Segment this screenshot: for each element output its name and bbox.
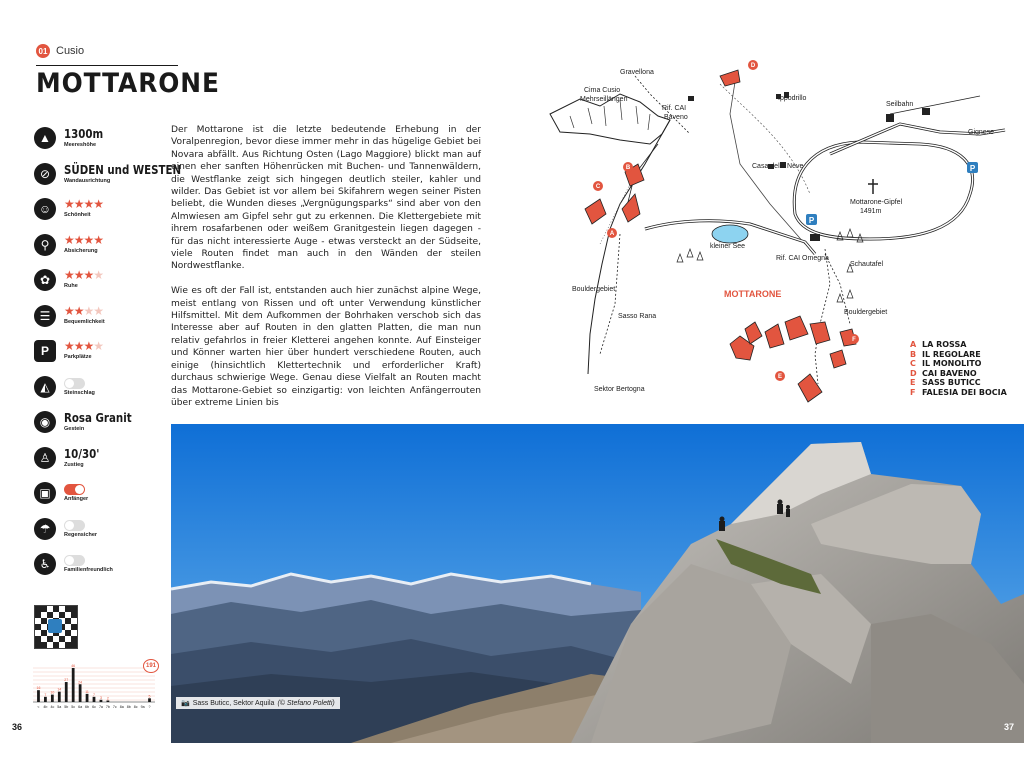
marker-a: A xyxy=(609,231,615,237)
histogram-value-label: 7 xyxy=(93,692,95,697)
histogram-bar xyxy=(79,684,82,702)
beginner-row xyxy=(34,481,164,517)
protection-stars: ★★★★ xyxy=(64,232,104,247)
histogram-category-label: 6b xyxy=(85,705,90,709)
histogram-category-label: 7a xyxy=(98,705,103,709)
map-label-rif-cai-omegna: Rif. CAI Omegna xyxy=(776,255,829,262)
map-label-casa-della-neve: Casa della Neve xyxy=(752,163,804,170)
map-label-baveno: Baveno xyxy=(664,114,688,121)
histogram-value-label: 5 xyxy=(148,694,151,699)
rainproof-toggle xyxy=(64,520,85,531)
histogram-bar xyxy=(37,690,40,702)
histogram-value-label: 2 xyxy=(106,696,109,701)
stroller-icon: ♿ xyxy=(34,553,56,575)
legend-item xyxy=(910,340,1007,350)
family-row xyxy=(34,552,164,588)
comfort-stars: ★★★★ xyxy=(64,303,104,318)
rockfall-row xyxy=(34,375,164,411)
legend-letter: B xyxy=(910,349,917,359)
histogram-category-label: 9a xyxy=(140,705,145,709)
map-label-cima-cusio: Cima Cusio xyxy=(584,87,621,94)
legend-item xyxy=(910,388,1007,398)
histogram-category-label: 5b xyxy=(64,705,69,709)
legend-name: LA ROSSA xyxy=(922,340,967,349)
hiker-icon: ♙ xyxy=(34,447,56,469)
map-label-schautafel: Schautafel xyxy=(850,261,884,268)
map-label-rif-cai: Rif. CAI xyxy=(662,105,687,112)
rock-value: Rosa Granit xyxy=(64,410,132,425)
smiley-icon: ☺ xyxy=(34,198,56,220)
legend-letter: F xyxy=(910,387,916,397)
histogram-category-label: 4c xyxy=(50,705,55,709)
rainproof-label: Regensicher xyxy=(64,531,98,538)
map-label-ippodrillo: Ippodrillo xyxy=(778,95,807,102)
map-parking-icon-2: P xyxy=(808,216,815,225)
map-label-kleiner-see: kleiner See xyxy=(710,243,746,250)
orientation-label: Wandausrichtung xyxy=(64,177,111,184)
histogram-bar xyxy=(58,692,61,702)
histogram-value-label: 27 xyxy=(64,678,69,683)
map-label-mehrseillaengen: Mehrseillängen xyxy=(580,96,628,103)
beauty-stars: ★★★★ xyxy=(64,197,104,211)
histogram-bar xyxy=(93,697,96,702)
info-sidebar xyxy=(34,126,182,588)
beauty-row xyxy=(34,197,164,233)
map-label-gignese: Gignese xyxy=(968,129,995,136)
caption-place: Sass Buticc, Sektor Aquila xyxy=(192,699,275,707)
map-label-sasso-rana: Sasso Rana xyxy=(618,313,657,320)
legend-name: IL REGOLARE xyxy=(922,349,981,359)
legend-letter: A xyxy=(910,340,917,349)
altitude-label: Meereshöhe xyxy=(64,142,97,148)
approach-row xyxy=(34,446,164,482)
histogram-bar xyxy=(86,694,89,702)
map-label-bouldergebiet-left: Bouldergebiet xyxy=(572,286,616,293)
histogram-value-label: 24 xyxy=(78,680,83,685)
histogram-category-label: 8a xyxy=(119,705,124,709)
quiet-label: Ruhe xyxy=(64,283,78,289)
parking-row xyxy=(34,339,164,375)
legend-item xyxy=(910,369,1007,379)
family-toggle xyxy=(64,555,85,566)
comfort-row xyxy=(34,304,164,340)
rockfall-label: Steinschlag xyxy=(64,389,95,396)
map-label-gravellona: Gravellona xyxy=(620,69,654,76)
parking-icon: P xyxy=(34,340,56,362)
bolt-hanger-icon: ⚲ xyxy=(34,234,56,256)
article-body xyxy=(171,124,481,422)
histogram-category-label: 6a xyxy=(78,705,83,709)
histogram-category-label: 5a xyxy=(57,705,62,709)
approach-label: Zustieg xyxy=(64,461,84,468)
histogram-category-label: 4b xyxy=(43,705,48,709)
compass-icon: ⊘ xyxy=(34,163,56,185)
histogram-value-label: 3 xyxy=(99,695,102,700)
histogram-value-label: 10 xyxy=(50,690,55,695)
legend-item xyxy=(910,350,1007,360)
crag-legend xyxy=(910,340,1007,397)
histogram-category-label: 6c xyxy=(92,705,96,709)
mountain-icon: ▲ xyxy=(34,127,56,149)
marker-e: E xyxy=(777,374,783,380)
legend-name: FALESIA DEI BOCIA xyxy=(922,387,1007,397)
histogram-category-label: < xyxy=(37,705,40,709)
histogram-value-label: 16 xyxy=(36,686,41,691)
beginner-icon: ▣ xyxy=(34,482,56,504)
rockfall-toggle xyxy=(64,378,85,389)
approach-value: 10/30' xyxy=(64,445,100,461)
legend-name: SASS BUTICC xyxy=(922,378,981,387)
map-parking-icon: P xyxy=(969,164,976,173)
legend-letter: D xyxy=(910,368,917,378)
histogram-bar xyxy=(44,697,47,702)
histogram-value-label: 11 xyxy=(85,689,89,694)
paragraph-1: Der Mottarone ist die letzte bedeutende Erhebung in der Voralpenregion, bevor diese immer mehr in das hügelige Gebiet bei Novara abfällt. Aus Richtung Osten (Lago Maggiore) blickt man auf einen eher sanften Höhenrücken mit Buchen- und Tannenwäldern, die Westflanke zeigt sich hingegen deutlich steiler, kahler und wilder. Das Gebiet ist vor allem bei Skifahrern wegen seiner Pisten beliebt, die Wunden dieses „Vergnügungsparks“ sind aber von den Almwiesen am Gipfel sehr gut zu erkennen. Die Klettergebiete mit ihrem rosafarbenen oder weißem Granitgestein liegen dagegen - für das nicht interessierte Auge - etwas versteckt an der Südseite, viele Routen findet man auch in den Wänden der steilen Nordwestflanke. xyxy=(171,125,481,272)
protection-row xyxy=(34,233,164,269)
histogram-category-label: 5c xyxy=(71,705,76,709)
protection-label: Absicherung xyxy=(64,247,98,254)
quiet-stars: ★★★★ xyxy=(64,268,104,282)
qr-logo-icon xyxy=(48,619,62,633)
histogram-category-label: 8b xyxy=(126,705,131,709)
histogram-value-label: 46 xyxy=(71,664,76,668)
landscape-photo xyxy=(171,424,1024,743)
page-number-right: 37 xyxy=(1004,722,1015,732)
legend-item xyxy=(910,359,1007,369)
histogram-category-label: ? xyxy=(148,705,151,709)
histogram-bar xyxy=(65,682,68,702)
photo-caption xyxy=(176,697,340,709)
rock-row xyxy=(34,410,164,446)
quiet-row xyxy=(34,268,164,304)
histogram-value-label: 14 xyxy=(57,687,62,692)
chapter-number: 01 xyxy=(36,44,50,58)
histogram-bar xyxy=(100,700,103,702)
legend-name: CAI BAVENO xyxy=(922,368,977,378)
crowd-icon: ✿ xyxy=(34,269,56,291)
sofa-icon: ☰ xyxy=(34,305,56,327)
header-rule xyxy=(36,65,178,66)
comfort-label: Bequemlichkeit xyxy=(64,318,105,325)
histogram-category-label: 7b xyxy=(105,705,110,709)
marker-d: D xyxy=(750,63,756,69)
rainproof-row xyxy=(34,517,164,553)
family-label: Familienfreundlich xyxy=(64,567,113,573)
altitude-row xyxy=(34,126,164,162)
chapter-name: Cusio xyxy=(56,45,85,57)
caption-credit: (© Stefano Poletti) xyxy=(277,699,335,707)
grade-histogram xyxy=(33,660,155,710)
map-label-seilbahn: Seilbahn xyxy=(886,101,914,108)
histogram-category-label: 8c xyxy=(133,705,138,709)
map-label-sektor-bertogna: Sektor Bertogna xyxy=(594,386,645,393)
rain-icon: ☂ xyxy=(34,518,56,540)
route-total-badge: 191 xyxy=(143,659,159,673)
map-area-name: MOTTARONE xyxy=(724,289,782,299)
orientation-value: SÜDEN und WESTEN xyxy=(64,161,182,177)
marker-c: C xyxy=(595,184,601,190)
histogram-bar xyxy=(72,668,75,702)
camera-icon: 📷 xyxy=(181,700,190,707)
rock-label: Gestein xyxy=(64,426,85,432)
rockfall-icon: ◭ xyxy=(34,376,56,398)
histogram-bar xyxy=(51,695,54,702)
legend-letter: C xyxy=(910,359,916,368)
legend-name: IL MONOLITO xyxy=(922,359,982,368)
paragraph-2: Wie es oft der Fall ist, entstanden auch hier zunächst alpine Wege, meist entlang von Rissen und oft unter Verwendung künstlicher Hilfsmittel. Mit dem Aufkommen der Bohrhaken verschob sich das Interesse aber auf Routen in den glatten Platten, die man nun relativ gefahrlos in freier Kletterei angehen konnte. Auf Einsteiger und Könner warten hier über hundert verschiedene Routen, auch einige (hinsichtlich Klettertechnik und erforderlicher Kraft) durchaus schwierige Wege. Genau diese Vielfalt an Routen macht das Mottarone-Gebiet so einzigartig: von leichten Anfängerrouten über extreme Linien bis xyxy=(171,286,481,408)
beginner-toggle xyxy=(64,484,85,495)
page-number-left: 36 xyxy=(12,722,23,732)
marker-b: B xyxy=(625,165,631,171)
map-label-gipfel-alt: 1491m xyxy=(860,208,882,215)
rock-icon: ◉ xyxy=(34,411,56,433)
histogram-bar xyxy=(148,698,151,702)
beauty-label: Schönheit xyxy=(64,212,91,218)
marker-f: F xyxy=(852,337,856,343)
beginner-label: Anfänger xyxy=(64,496,89,502)
map-label-gipfel: Mottarone-Gipfel xyxy=(850,199,903,206)
histogram-value-label: 7 xyxy=(44,692,47,697)
orientation-row xyxy=(34,161,182,198)
parking-stars: ★★★★ xyxy=(64,339,104,353)
altitude-value: 1300m xyxy=(64,126,104,141)
parking-label: Parkplätze xyxy=(64,354,92,360)
legend-item xyxy=(910,378,1007,388)
page-title: MOTTARONE xyxy=(36,68,220,99)
legend-letter: E xyxy=(910,378,916,387)
chapter-heading xyxy=(36,44,84,58)
map-label-bouldergebiet-right: Bouldergebiet xyxy=(844,309,888,316)
histogram-category-label: 7c xyxy=(112,705,117,709)
